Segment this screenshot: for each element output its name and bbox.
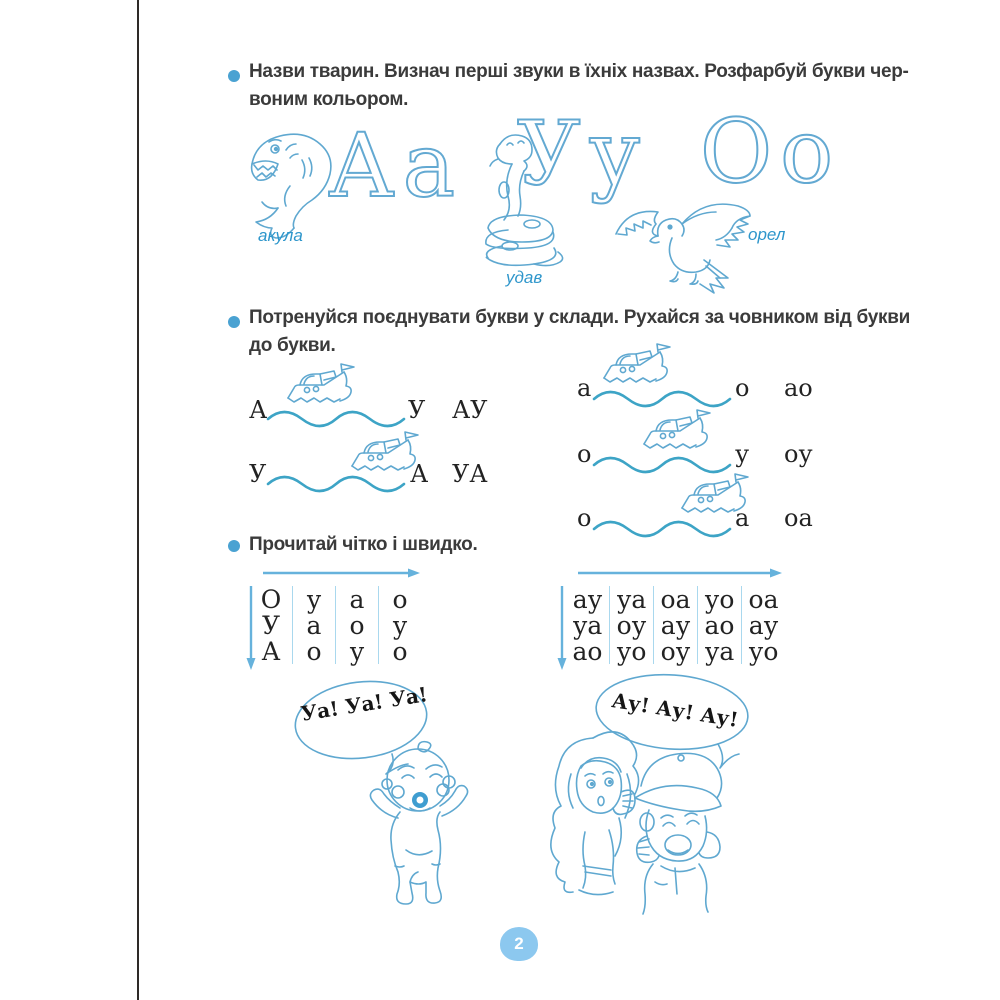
drill-result: АУ <box>452 396 488 424</box>
task3-bullet-icon <box>228 540 240 552</box>
table-cell: О <box>260 584 282 614</box>
table-cell: о <box>392 584 408 614</box>
table-cell: уа <box>572 610 603 640</box>
label-udav: удав <box>506 268 543 287</box>
table-cell: ао <box>704 610 735 640</box>
label-orel: орел <box>748 225 786 244</box>
table-cell: оу <box>660 636 691 666</box>
baby-illustration <box>348 738 483 910</box>
drill-from-letter: А <box>249 396 268 424</box>
task1-line1: Назви тварин. Визнач перші звуки в їхніх назвах. Розфарбуй букви чер- <box>249 61 909 82</box>
drill-to-letter: а <box>735 504 750 532</box>
drill-to-letter: о <box>735 374 750 402</box>
boat-icon <box>280 360 356 412</box>
task3-text <box>249 531 477 559</box>
table-cell: а <box>349 584 365 614</box>
drill-result: ао <box>784 374 813 402</box>
table-cell: оа <box>748 584 779 614</box>
table-cell: У <box>261 610 281 640</box>
table-cell: ао <box>572 636 603 666</box>
wave-line <box>266 406 408 430</box>
drill-result: УА <box>452 460 488 488</box>
table-column <box>250 586 292 664</box>
baby-speech-text: Уа! Уа! Уа! <box>299 682 430 726</box>
eagle-illustration <box>612 196 754 296</box>
boat-icon <box>344 428 420 480</box>
table-cell: уо <box>704 584 735 614</box>
drill-from-letter: о <box>577 440 592 468</box>
table-cell: у <box>306 584 322 614</box>
table-cell: уо <box>748 636 779 666</box>
table-cell: уо <box>616 636 647 666</box>
task2-line2: до букви. <box>249 335 336 356</box>
read-direction-right-arrow <box>262 567 420 579</box>
table-column <box>653 586 697 664</box>
task1-bullet-icon <box>228 70 240 82</box>
table-column <box>697 586 741 664</box>
drill-from-letter: а <box>577 374 592 402</box>
page-number: 2 <box>514 934 524 953</box>
task2-text <box>249 304 910 360</box>
drill-from-letter: У <box>249 460 267 488</box>
table-cell: у <box>392 610 408 640</box>
reading-table-right <box>566 586 785 664</box>
drill-to-letter: У <box>408 396 426 424</box>
drill-result: оу <box>784 440 813 468</box>
left-margin-line <box>137 0 139 1000</box>
table-cell: уа <box>616 584 647 614</box>
task1-line2: воним кольором. <box>249 89 409 110</box>
table-cell: о <box>349 610 365 640</box>
table-cell: уа <box>704 636 735 666</box>
drill-from-letter: о <box>577 504 592 532</box>
table-cell: о <box>306 636 322 666</box>
table-cell: ау <box>572 584 603 614</box>
outline-letters-Uu: Уу <box>517 102 649 205</box>
table-cell: а <box>306 610 322 640</box>
page-number-badge <box>500 927 538 961</box>
drill-result: оа <box>784 504 813 532</box>
drill-to-letter: у <box>735 440 750 468</box>
table-cell: А <box>261 636 281 666</box>
table-column <box>335 586 378 664</box>
table-column <box>292 586 335 664</box>
task2-line1: Потренуйся поєднувати букви у склади. Рухайся за човником від букви <box>249 307 910 328</box>
label-akula: акула <box>258 226 303 245</box>
table-column <box>741 586 785 664</box>
table-column <box>378 586 421 664</box>
boat-icon <box>596 340 672 392</box>
table-column <box>609 586 653 664</box>
task2-bullet-icon <box>228 316 240 328</box>
drill-to-letter: А <box>410 460 429 488</box>
table-cell: о <box>392 636 408 666</box>
table-cell: ау <box>660 610 691 640</box>
boat-icon <box>636 406 712 458</box>
table-cell: у <box>349 636 365 666</box>
kids-speech-text: Ау! Ау! Ау! <box>610 688 740 732</box>
table-cell: оа <box>660 584 691 614</box>
table-cell: оу <box>616 610 647 640</box>
task3-line1: Прочитай чітко і швидко. <box>249 534 478 555</box>
girl-and-boy-illustration <box>535 714 740 916</box>
table-column <box>566 586 609 664</box>
reading-table-left <box>250 586 421 664</box>
outline-letters-Aa: Аа <box>328 114 464 217</box>
wave-line <box>592 516 734 540</box>
outline-letters-Oo: Оо <box>700 100 842 203</box>
table-cell: ау <box>748 610 779 640</box>
read-direction-right-arrow <box>577 567 782 579</box>
